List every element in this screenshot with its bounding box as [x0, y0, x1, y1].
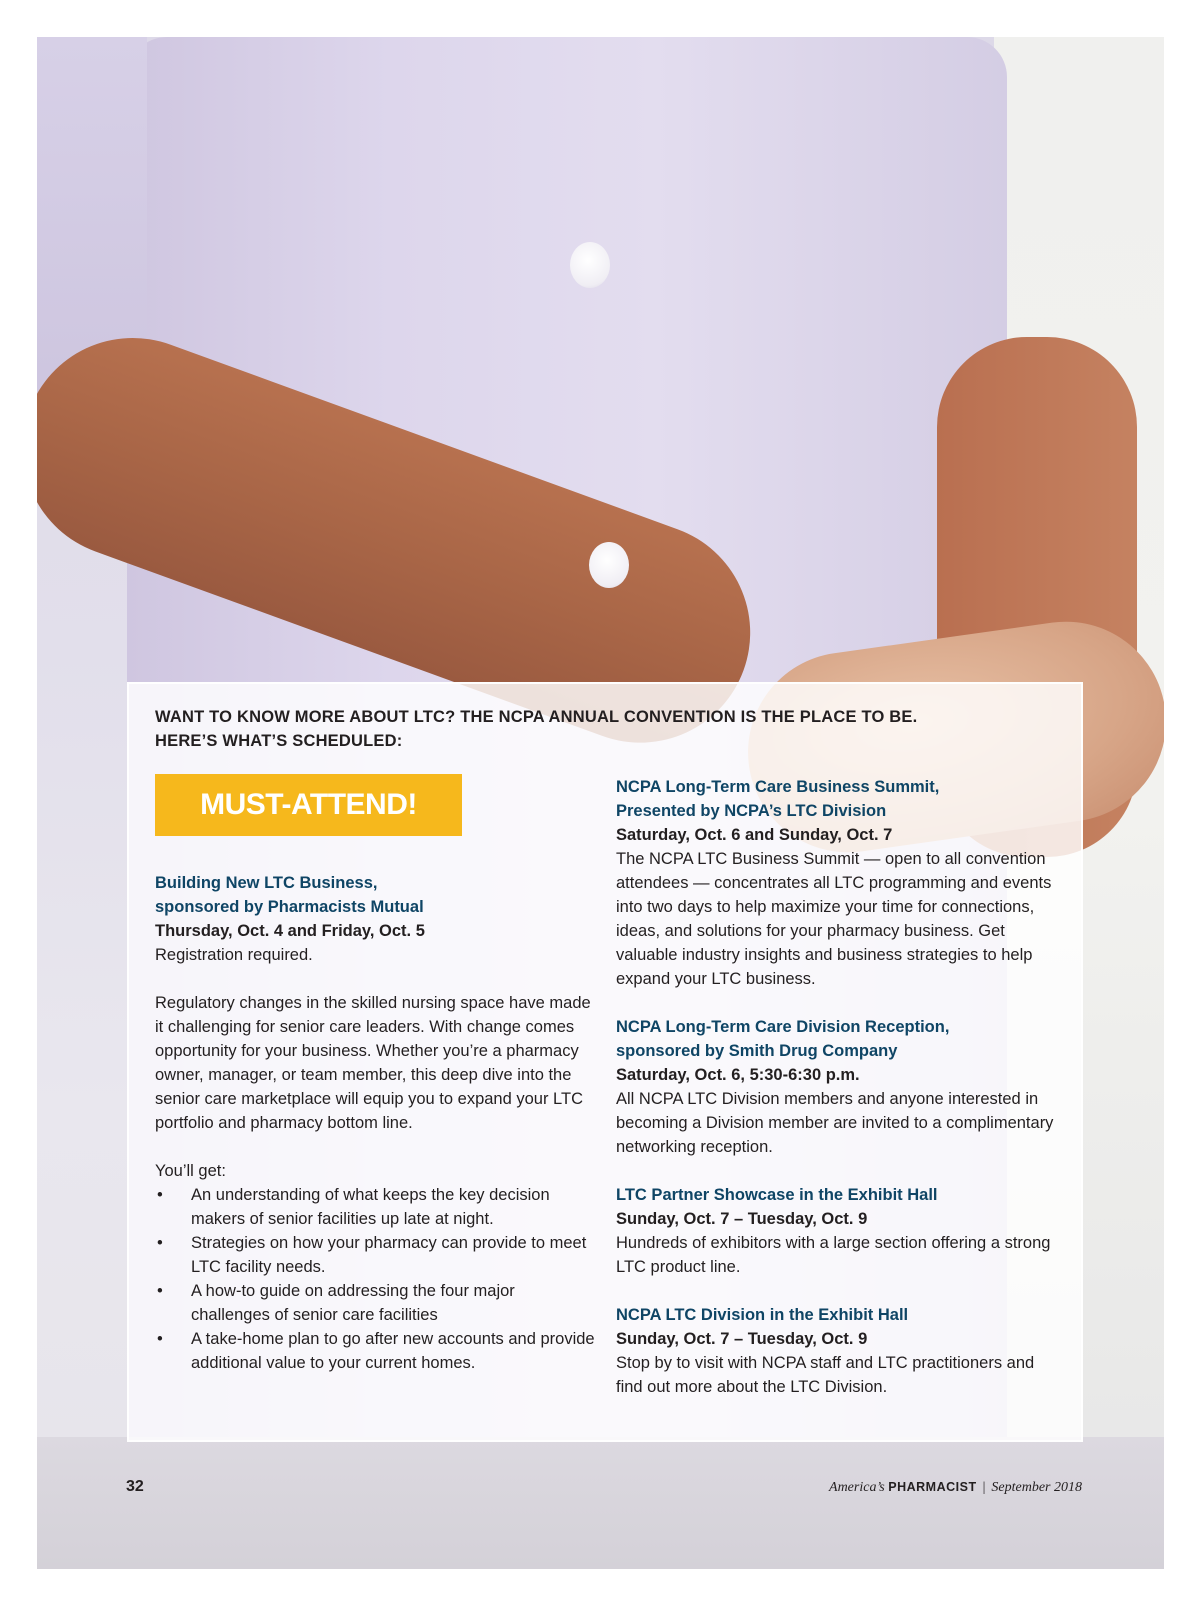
- bullet-icon: •: [157, 1234, 163, 1252]
- event-title: NCPA LTC Division in the Exhibit Hall: [616, 1306, 909, 1324]
- photo-lower-area: [37, 1437, 1164, 1569]
- event-description: All NCPA LTC Division members and anyone interested in becoming a Division member are invited to a complimentary networking reception.: [616, 1090, 1054, 1156]
- event-description: Stop by to visit with NCPA staff and LTC practitioners and find out more about the LTC Division.: [616, 1354, 1035, 1396]
- footer-separator: |: [982, 1480, 986, 1495]
- bullet-icon: •: [157, 1282, 163, 1300]
- bullet-icon: •: [157, 1186, 163, 1204]
- you-get-label: You’ll get:: [155, 1162, 226, 1180]
- heading-line-1: WANT TO KNOW MORE ABOUT LTC? THE NCPA ANNUAL CONVENTION IS THE PLACE TO BE.: [155, 708, 918, 726]
- photo-shirt-button: [589, 542, 629, 588]
- photo-shirt-button: [570, 242, 610, 288]
- issue-date: September 2018: [991, 1480, 1082, 1495]
- event-date: Thursday, Oct. 4 and Friday, Oct. 5: [155, 922, 425, 940]
- magazine-footer: [829, 1480, 1082, 1496]
- event-description: Regulatory changes in the skilled nursing space have made it challenging for senior care leaders. With change comes opportunity for your business. Whether you’re a pharmacy owner, manager, or team member, this deep dive into the senior care marketplace will equip you to expand your LTC portfolio and pharmacy bottom line.: [155, 994, 591, 1132]
- event-block: [616, 1015, 1056, 1159]
- event-date: Saturday, Oct. 6 and Sunday, Oct. 7: [616, 826, 893, 844]
- heading-line-2: HERE’S WHAT’S SCHEDULED:: [155, 732, 403, 750]
- page-number: 32: [126, 1478, 144, 1495]
- event-sponsor: sponsored by Smith Drug Company: [616, 1042, 898, 1060]
- event-block: [616, 1303, 1056, 1399]
- event-block: [616, 1183, 1056, 1279]
- event-sponsor: Presented by NCPA’s LTC Division: [616, 802, 887, 820]
- bullet-icon: •: [157, 1330, 163, 1348]
- left-column: [155, 871, 595, 1375]
- event-block: [616, 775, 1056, 991]
- list-item: • A how-to guide on addressing the four major challenges of senior care facilities: [155, 1279, 595, 1327]
- event-title: Building New LTC Business,: [155, 874, 378, 892]
- event-date: Saturday, Oct. 6, 5:30-6:30 p.m.: [616, 1066, 860, 1084]
- event-date: Sunday, Oct. 7 – Tuesday, Oct. 9: [616, 1210, 868, 1228]
- list-item: • Strategies on how your pharmacy can provide to meet LTC facility needs.: [155, 1231, 595, 1279]
- list-item: • An understanding of what keeps the key decision makers of senior facilities up late at night.: [155, 1183, 595, 1231]
- event-title: LTC Partner Showcase in the Exhibit Hall: [616, 1186, 938, 1204]
- event-title: NCPA Long-Term Care Business Summit,: [616, 778, 940, 796]
- magazine-name: PHARMACIST: [888, 1480, 977, 1494]
- benefits-list: [155, 1183, 595, 1375]
- magazine-prefix: America’s: [829, 1480, 885, 1495]
- event-note: Registration required.: [155, 946, 313, 964]
- list-item: • A take-home plan to go after new accounts and provide additional value to your current homes.: [155, 1327, 595, 1375]
- must-attend-badge: MUST-ATTEND!: [155, 774, 462, 836]
- panel-heading: [155, 705, 1055, 753]
- event-description: The NCPA LTC Business Summit — open to all convention attendees — concentrates all LTC programming and events into two days to help maximize your time for connections, ideas, and solutions for your pharmacy business. Get valuable industry insights and business strategies to help expand your LTC business.: [616, 850, 1052, 988]
- event-description: Hundreds of exhibitors with a large section offering a strong LTC product line.: [616, 1234, 1051, 1276]
- event-title: NCPA Long-Term Care Division Reception,: [616, 1018, 950, 1036]
- right-column: [616, 775, 1056, 1399]
- event-date: Sunday, Oct. 7 – Tuesday, Oct. 9: [616, 1330, 868, 1348]
- event-sponsor: sponsored by Pharmacists Mutual: [155, 898, 424, 916]
